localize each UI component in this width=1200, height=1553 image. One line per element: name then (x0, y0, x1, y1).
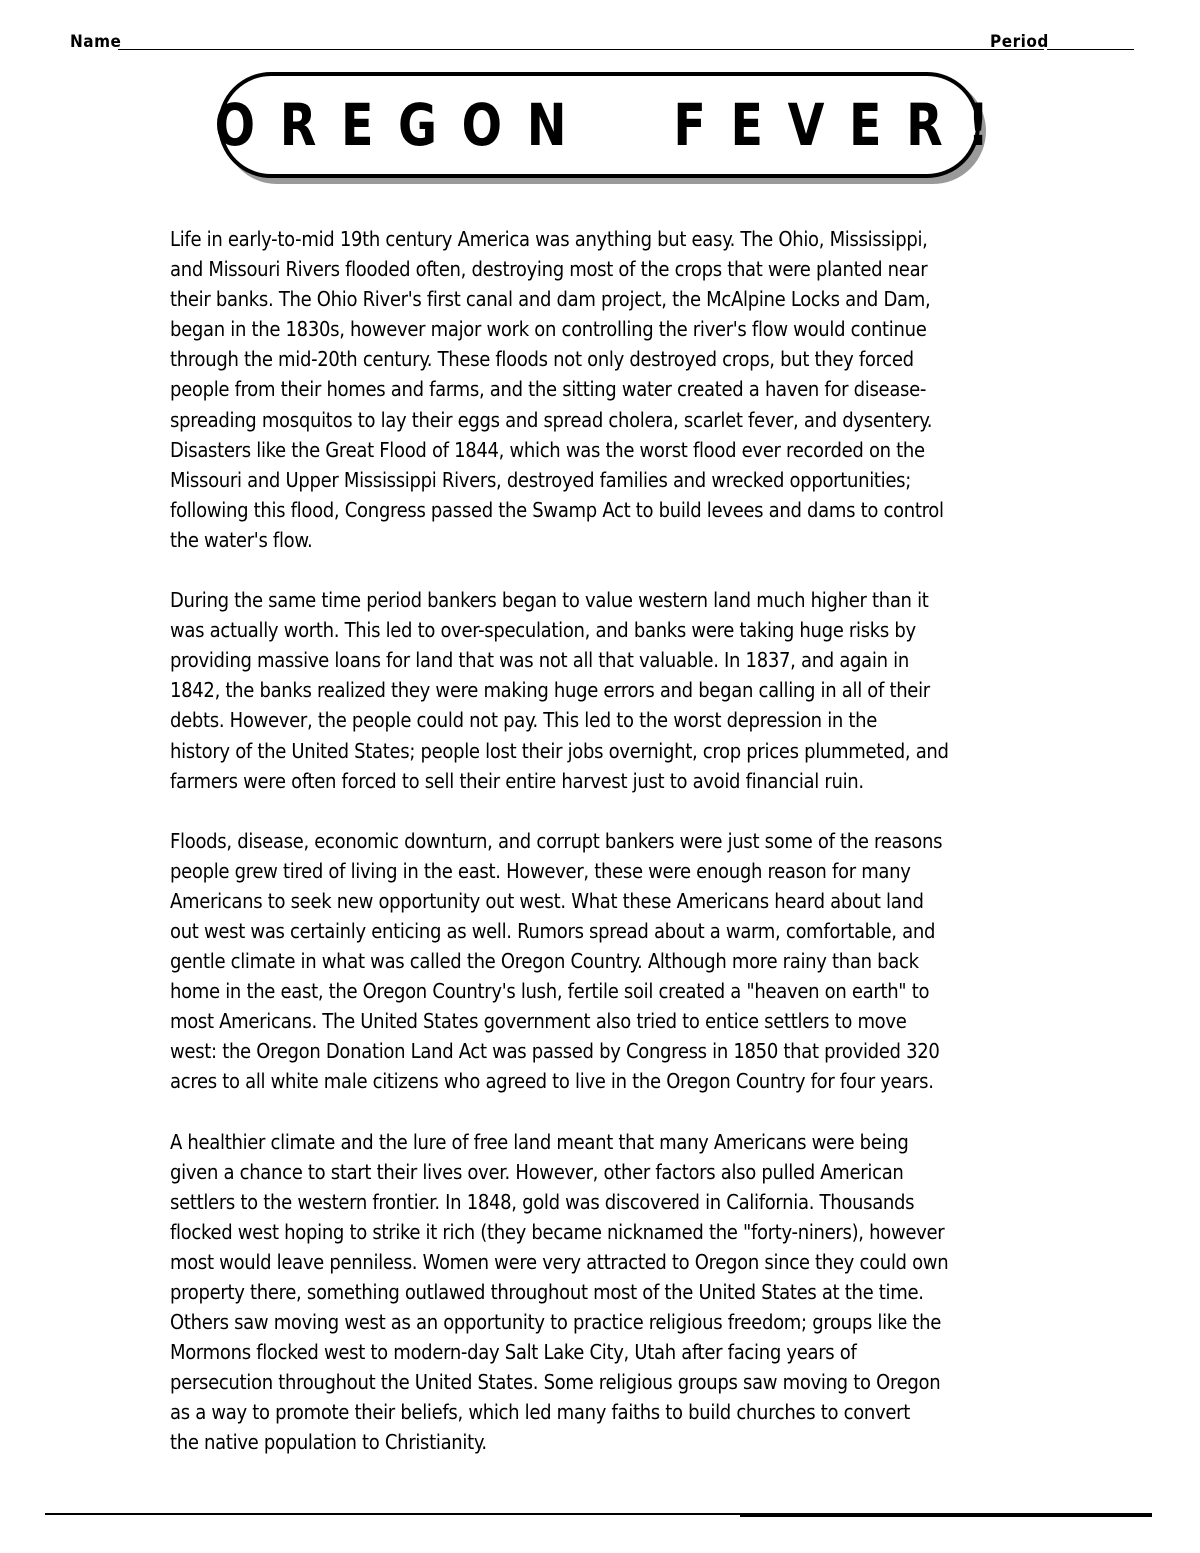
name-label: Name (70, 32, 122, 52)
period-blank-line[interactable] (1047, 49, 1134, 50)
title-banner (214, 72, 1014, 178)
paragraph-floods: Life in early-to-mid 19th century America was anything but easy. The Ohio, Mississippi, and Missouri Rivers flooded often, destroying most of the crops that were planted near their banks. The Ohio River's first canal and dam project, the McAlpine Locks and Dam, began in the 1830s, however major work on controlling the river's flow would continue through the mid-20th century. These floods not only destroyed crops, but they forced people from their homes and farms, and the sitting water created a haven for disease- spreading mosquitos to lay their eggs and spread cholera, scarlet fever, and dysentery. Disasters like the Great Flood of 1844, which was the worst flood ever recorded on the Missouri and Upper Mississippi Rivers, destroyed families and wrecked opportunities; following this flood, Congress passed the Swamp Act to build levees and dams to control the water's flow. (170, 227, 944, 552)
name-blank-line[interactable] (118, 49, 1044, 50)
paragraph-reasons-west: Floods, disease, economic downturn, and corrupt bankers were just some of the reasons people grew tired of living in the east. However, these were enough reason for many Americans to seek new opportunity out west. What these Americans heard about land out west was certainly enticing as well. Rumors spread about a warm, comfortable, and gentle climate in what was called the Oregon Country. Although more rainy than back home in the east, the Oregon Country's lush, fertile soil created a "heaven on earth" to most Americans. The United States government also tried to entice settlers to move west: the Oregon Donation Land Act was passed by Congress in 1850 that provided 320 acres to all white male citizens who agreed to live in the Oregon Country for four years. (170, 828, 943, 1094)
paragraph-banking: During the same time period bankers began to value western land much higher than it was actually worth. This led to over-speculation, and banks were taking huge risks by providing massive loans for land that was not all that valuable. In 1837, and again in 1842, the banks realized they were making huge errors and began calling in all of their debts. However, the people could not pay. This led to the worst depression in the history of the United States; people lost their jobs overnight, crop prices plummeted, and farmers were often forced to sell their entire harvest just to avoid financial ruin. (170, 588, 949, 793)
name-period-header (70, 30, 1134, 54)
article-body (170, 224, 1040, 1488)
page-title: OREGON FEVER! (214, 91, 1014, 159)
bottom-divider-thick (740, 1513, 1152, 1517)
period-label: Period (990, 32, 1049, 52)
paragraph-pull-factors: A healthier climate and the lure of free land meant that many Americans were being given a chance to start their lives over. However, other factors also pulled American settlers to the western frontier. In 1848, gold was discovered in California. Thousands flocked west hoping to strike it rich (they became nicknamed the "forty-niners), however most would leave penniless. Women were very attracted to Oregon since they could own property there, something outlawed throughout most of the United States at the time. Others saw moving west as an opportunity to practice religious freedom; groups like the Mormons flocked west to modern-day Salt Lake City, Utah after facing years of persecution throughout the United States. Some religious groups saw moving to Oregon as a way to promote their beliefs, which led many faiths to build churches to convert the native population to Christianity. (170, 1129, 949, 1455)
